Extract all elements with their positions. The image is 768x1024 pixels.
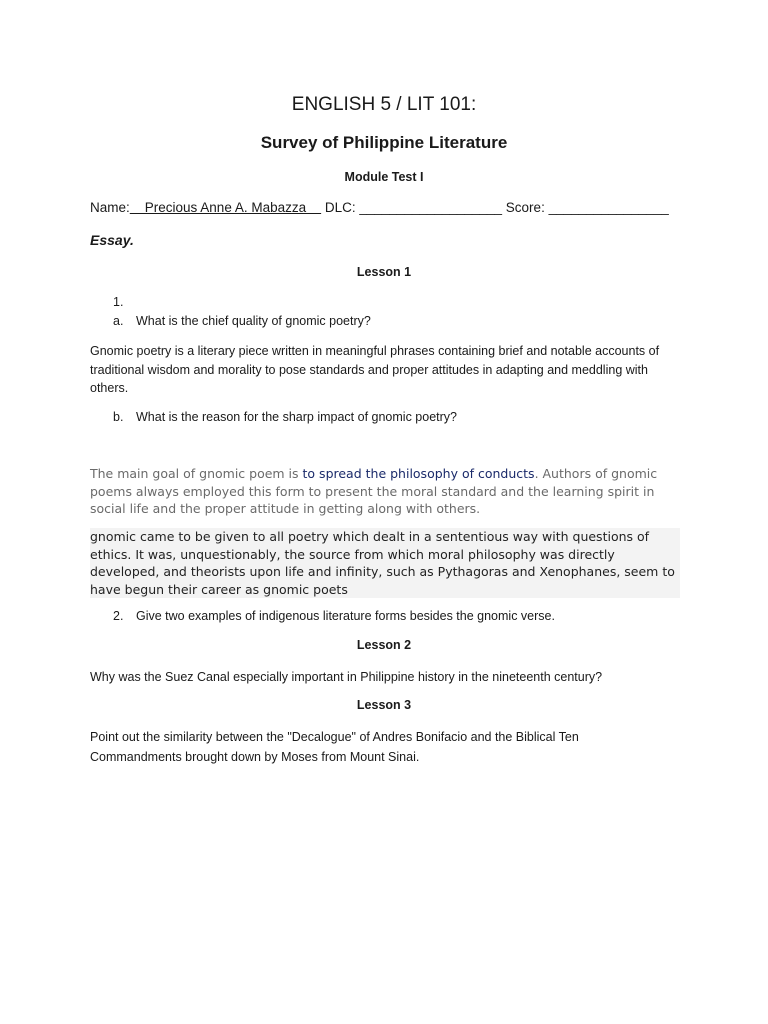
question-1a bbox=[0, 314, 768, 332]
course-title: ENGLISH 5 / LIT 101: bbox=[291, 94, 477, 115]
question-1b-text: What is the reason for the sharp impact of gnomic poetry? bbox=[136, 410, 457, 424]
answer-1b-part2: . Authors of gnomic poems always employed this form to present the moral standard and the learning spirit in social life and the proper attitude in getting along with others. bbox=[90, 466, 658, 516]
score-blank: ________________ bbox=[548, 200, 669, 215]
lesson-1-heading: Lesson 1 bbox=[356, 265, 412, 279]
score-label: Score: bbox=[502, 200, 549, 215]
answer-1b-extra: gnomic came to be given to all poetry which dealt in a sententious way with questions of ethics. It was, unquestionably, the source from which moral philosophy was directly developed, and theorists upon life and infinity, such as Pythagoras and Xenophanes, seem to have begun their career as gnomic poets bbox=[90, 528, 680, 598]
question-1a-letter: a. bbox=[113, 314, 124, 328]
name-value: Precious Anne A. Mabazza bbox=[129, 200, 322, 215]
section-title: Essay. bbox=[90, 232, 134, 248]
question-1 bbox=[0, 295, 768, 313]
answer-1b-pasted bbox=[90, 465, 680, 518]
question-2 bbox=[0, 609, 768, 627]
question-1b bbox=[0, 410, 768, 428]
test-title: Module Test I bbox=[344, 170, 424, 184]
lesson-3-heading: Lesson 3 bbox=[356, 698, 412, 712]
answer-1a: Gnomic poetry is a literary piece written in meaningful phrases containing brief and notable accounts of traditional wisdom and morality to pose standards and proper attitudes in adapting and meddling with others. bbox=[90, 344, 660, 395]
student-info-line bbox=[90, 200, 669, 215]
subject-title: Survey of Philippine Literature bbox=[260, 133, 508, 152]
lesson-2-question: Why was the Suez Canal especially important in Philippine history in the nineteenth century? bbox=[90, 670, 603, 684]
name-label: Name: bbox=[90, 200, 130, 215]
answer-1b-highlight: to spread the philosophy of conducts bbox=[302, 466, 535, 481]
question-2-text: Give two examples of indigenous literature forms besides the gnomic verse. bbox=[136, 609, 555, 623]
dlc-blank: ___________________ bbox=[359, 200, 503, 215]
question-1a-text: What is the chief quality of gnomic poetry? bbox=[136, 314, 371, 328]
dlc-label: DLC: bbox=[321, 200, 360, 215]
answer-1b-part1: The main goal of gnomic poem is bbox=[90, 466, 303, 481]
question-1-number: 1. bbox=[113, 295, 124, 309]
lesson-3-question: Point out the similarity between the "Decalogue" of Andres Bonifacio and the Biblical Ten Commandments brought down by Moses from Mount Sinai. bbox=[90, 730, 579, 764]
lesson-2-heading: Lesson 2 bbox=[356, 638, 412, 652]
question-1b-letter: b. bbox=[113, 410, 124, 424]
question-2-number: 2. bbox=[113, 609, 124, 623]
